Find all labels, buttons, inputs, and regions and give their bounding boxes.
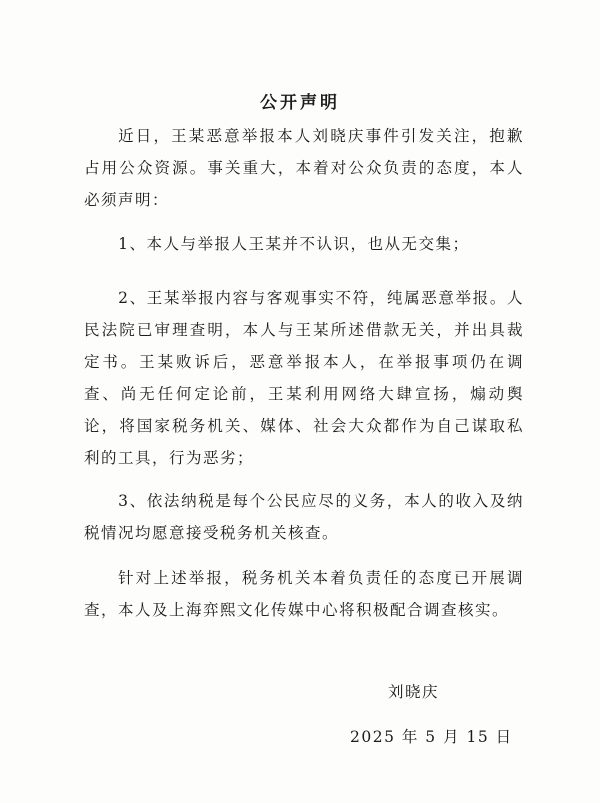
paragraph-item-1: 1、本人与举报人王某并不认识，也从无交集； <box>118 235 470 253</box>
paragraph-item-3: 3、依法纳税是每个公民应尽的义务，本人的收入及纳税情况均愿意接受税务机关核查。 <box>84 492 524 542</box>
paragraph-intro: 近日，王某恶意举报本人刘晓庆事件引发关注，抱歉占用公众资源。事关重大，本着对公众负责的态度，本人必须声明： <box>84 127 524 209</box>
paragraph-closing: 针对上述举报，税务机关本着负责任的态度已开展调查，本人及上海弈熙文化传媒中心将积极配合调查核实。 <box>84 569 524 619</box>
signature-name: 刘晓庆 <box>388 683 440 701</box>
document-title: 公开声明 <box>260 93 340 113</box>
paragraph-item-2: 2、王某举报内容与客观事实不符，纯属恶意举报。人民法院已审理查明，本人与王某所述借款无关，并出具裁定书。王某败诉后，恶意举报本人，在举报事项仍在调查、尚无任何定论前，王某利用网络大肆宣扬，煽动舆论，将国家税务机关、媒体、社会大众都作为自己谋取私利的工具，行为恶劣； <box>84 289 524 467</box>
signature-date: 2025 年 5 月 15 日 <box>350 728 513 746</box>
